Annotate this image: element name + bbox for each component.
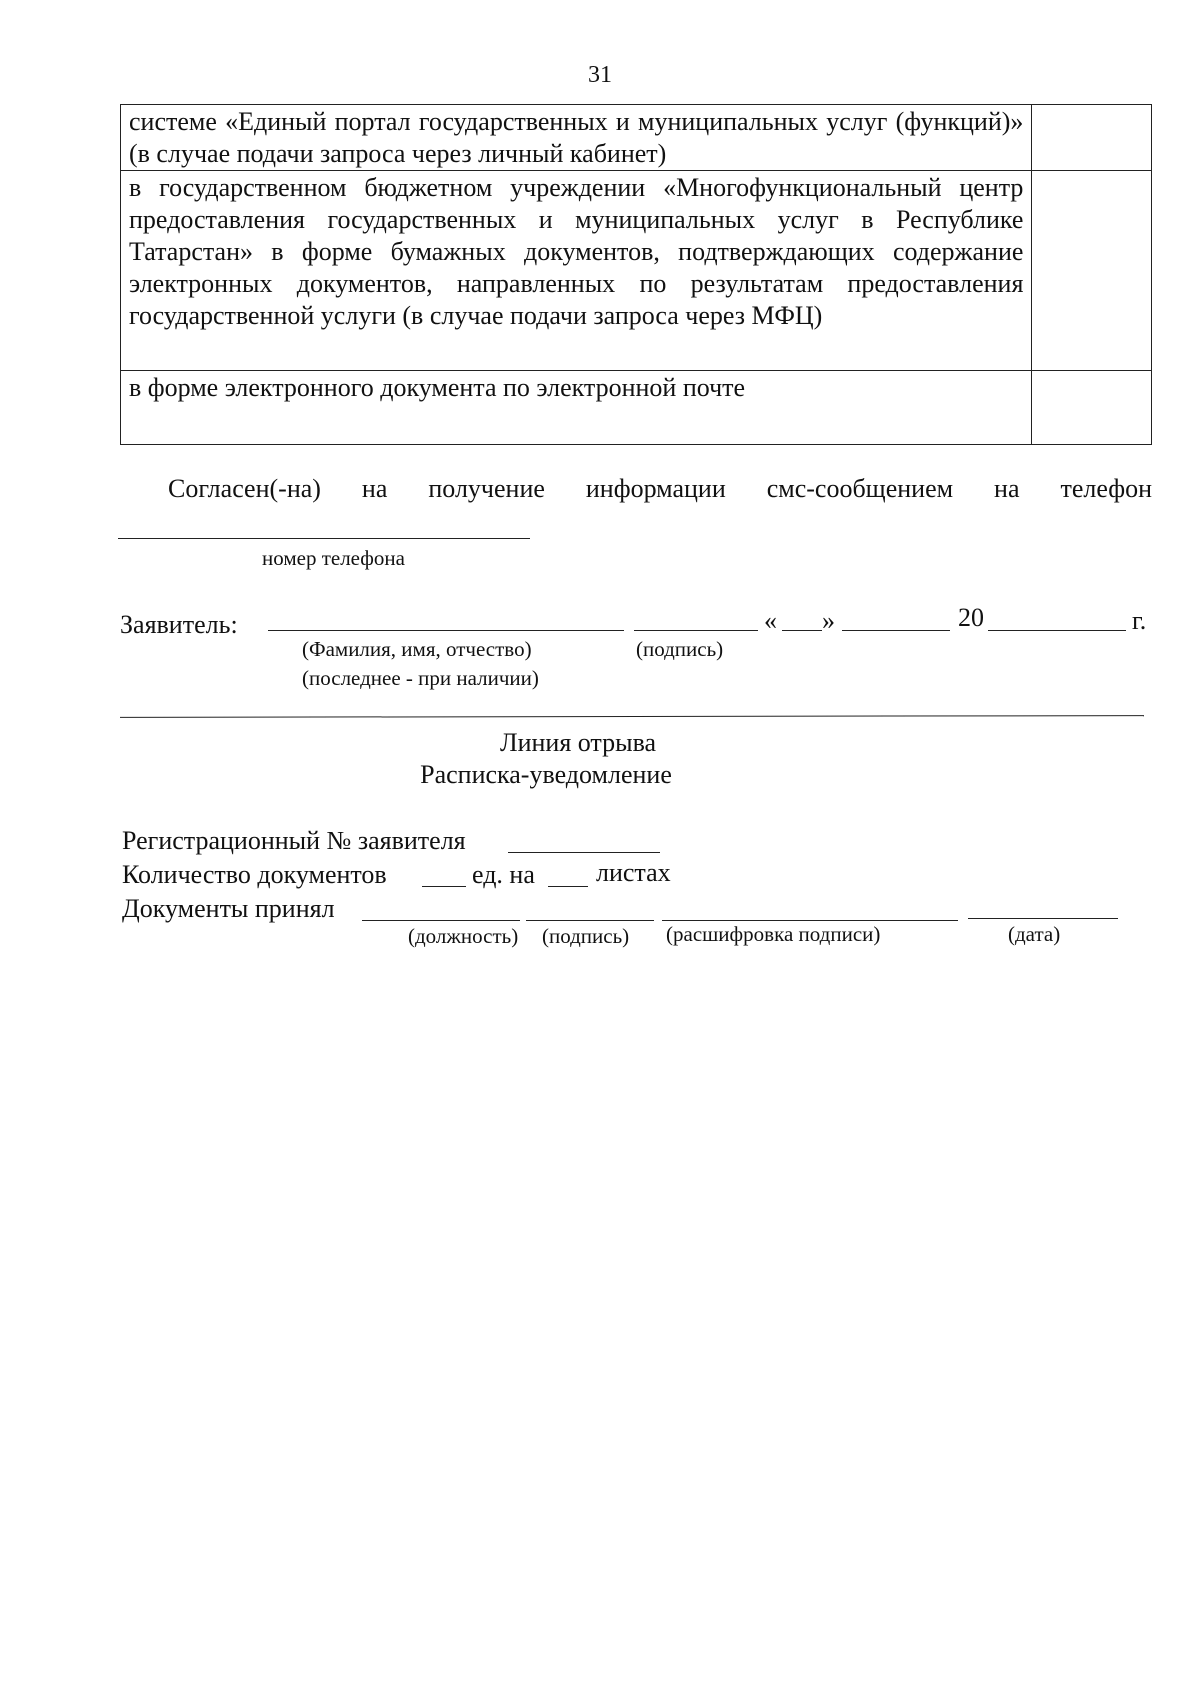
sheets-count-field[interactable] <box>548 886 588 887</box>
receipt-title: Расписка-уведомление <box>420 760 672 789</box>
position-field[interactable] <box>362 920 520 921</box>
documents-count-field[interactable] <box>422 886 466 887</box>
documents-count-label: Количество документов <box>122 860 387 889</box>
applicant-signature-field[interactable] <box>634 630 758 631</box>
sheets-label: листах <box>596 858 671 887</box>
option-text: системе «Единый портал государственных и муниципальных услуг (функций)» (в случае подачи запроса через личный кабинет) <box>121 105 1032 171</box>
fio-note: (последнее - при наличии) <box>302 666 539 690</box>
page-number: 31 <box>588 62 612 88</box>
table-row <box>121 371 1152 445</box>
receiver-signature-field[interactable] <box>526 920 654 921</box>
option-checkbox[interactable] <box>1032 171 1152 371</box>
phone-number-caption: номер телефона <box>262 546 405 570</box>
date-day-field[interactable] <box>782 630 822 631</box>
table-row <box>121 105 1152 171</box>
table-row <box>121 171 1152 371</box>
year-suffix: г. <box>1132 606 1147 635</box>
position-caption: (должность) <box>408 924 519 948</box>
date-open-quote: « <box>764 606 777 635</box>
option-text: в форме электронного документа по электронной почте <box>121 371 1032 445</box>
option-text: в государственном бюджетном учреждении «Многофункциональный центр предоставления государственных и муниципальных услуг в Республике Татарстан» в форме бумажных документов, подтверждающих содержание электронных документов, направленных по результатам предоставления государственной услуги (в случае подачи запроса через МФЦ) <box>121 171 1032 371</box>
option-checkbox[interactable] <box>1032 105 1152 171</box>
delivery-options-table <box>120 104 1152 445</box>
phone-number-field[interactable] <box>118 538 530 539</box>
option-checkbox[interactable] <box>1032 371 1152 445</box>
signature-decode-field[interactable] <box>662 920 958 921</box>
registration-number-field[interactable] <box>508 852 660 853</box>
date-month-field[interactable] <box>842 630 950 631</box>
signature-caption: (подпись) <box>636 637 724 661</box>
receiver-signature-caption: (подпись) <box>542 924 630 948</box>
applicant-label: Заявитель: <box>120 610 238 639</box>
accepted-by-label: Документы принял <box>122 894 335 923</box>
applicant-name-field[interactable] <box>268 630 624 631</box>
consent-statement: Согласен(-на) на получение информации смс-сообщением на телефон <box>168 474 1152 503</box>
tear-line-label: Линия отрыва <box>499 728 657 757</box>
date-accepted-caption: (дата) <box>1008 922 1061 946</box>
fio-caption: (Фамилия, имя, отчество) <box>302 637 532 661</box>
registration-number-label: Регистрационный № заявителя <box>122 826 466 855</box>
documents-units-label: ед. на <box>472 860 535 889</box>
date-accepted-field[interactable] <box>968 918 1118 919</box>
date-year-field[interactable] <box>988 630 1126 631</box>
signature-decode-caption: (расшифровка подписи) <box>666 922 881 946</box>
tear-line <box>120 715 1144 718</box>
date-close-quote: » <box>822 606 835 635</box>
year-prefix: 20 <box>958 603 984 632</box>
